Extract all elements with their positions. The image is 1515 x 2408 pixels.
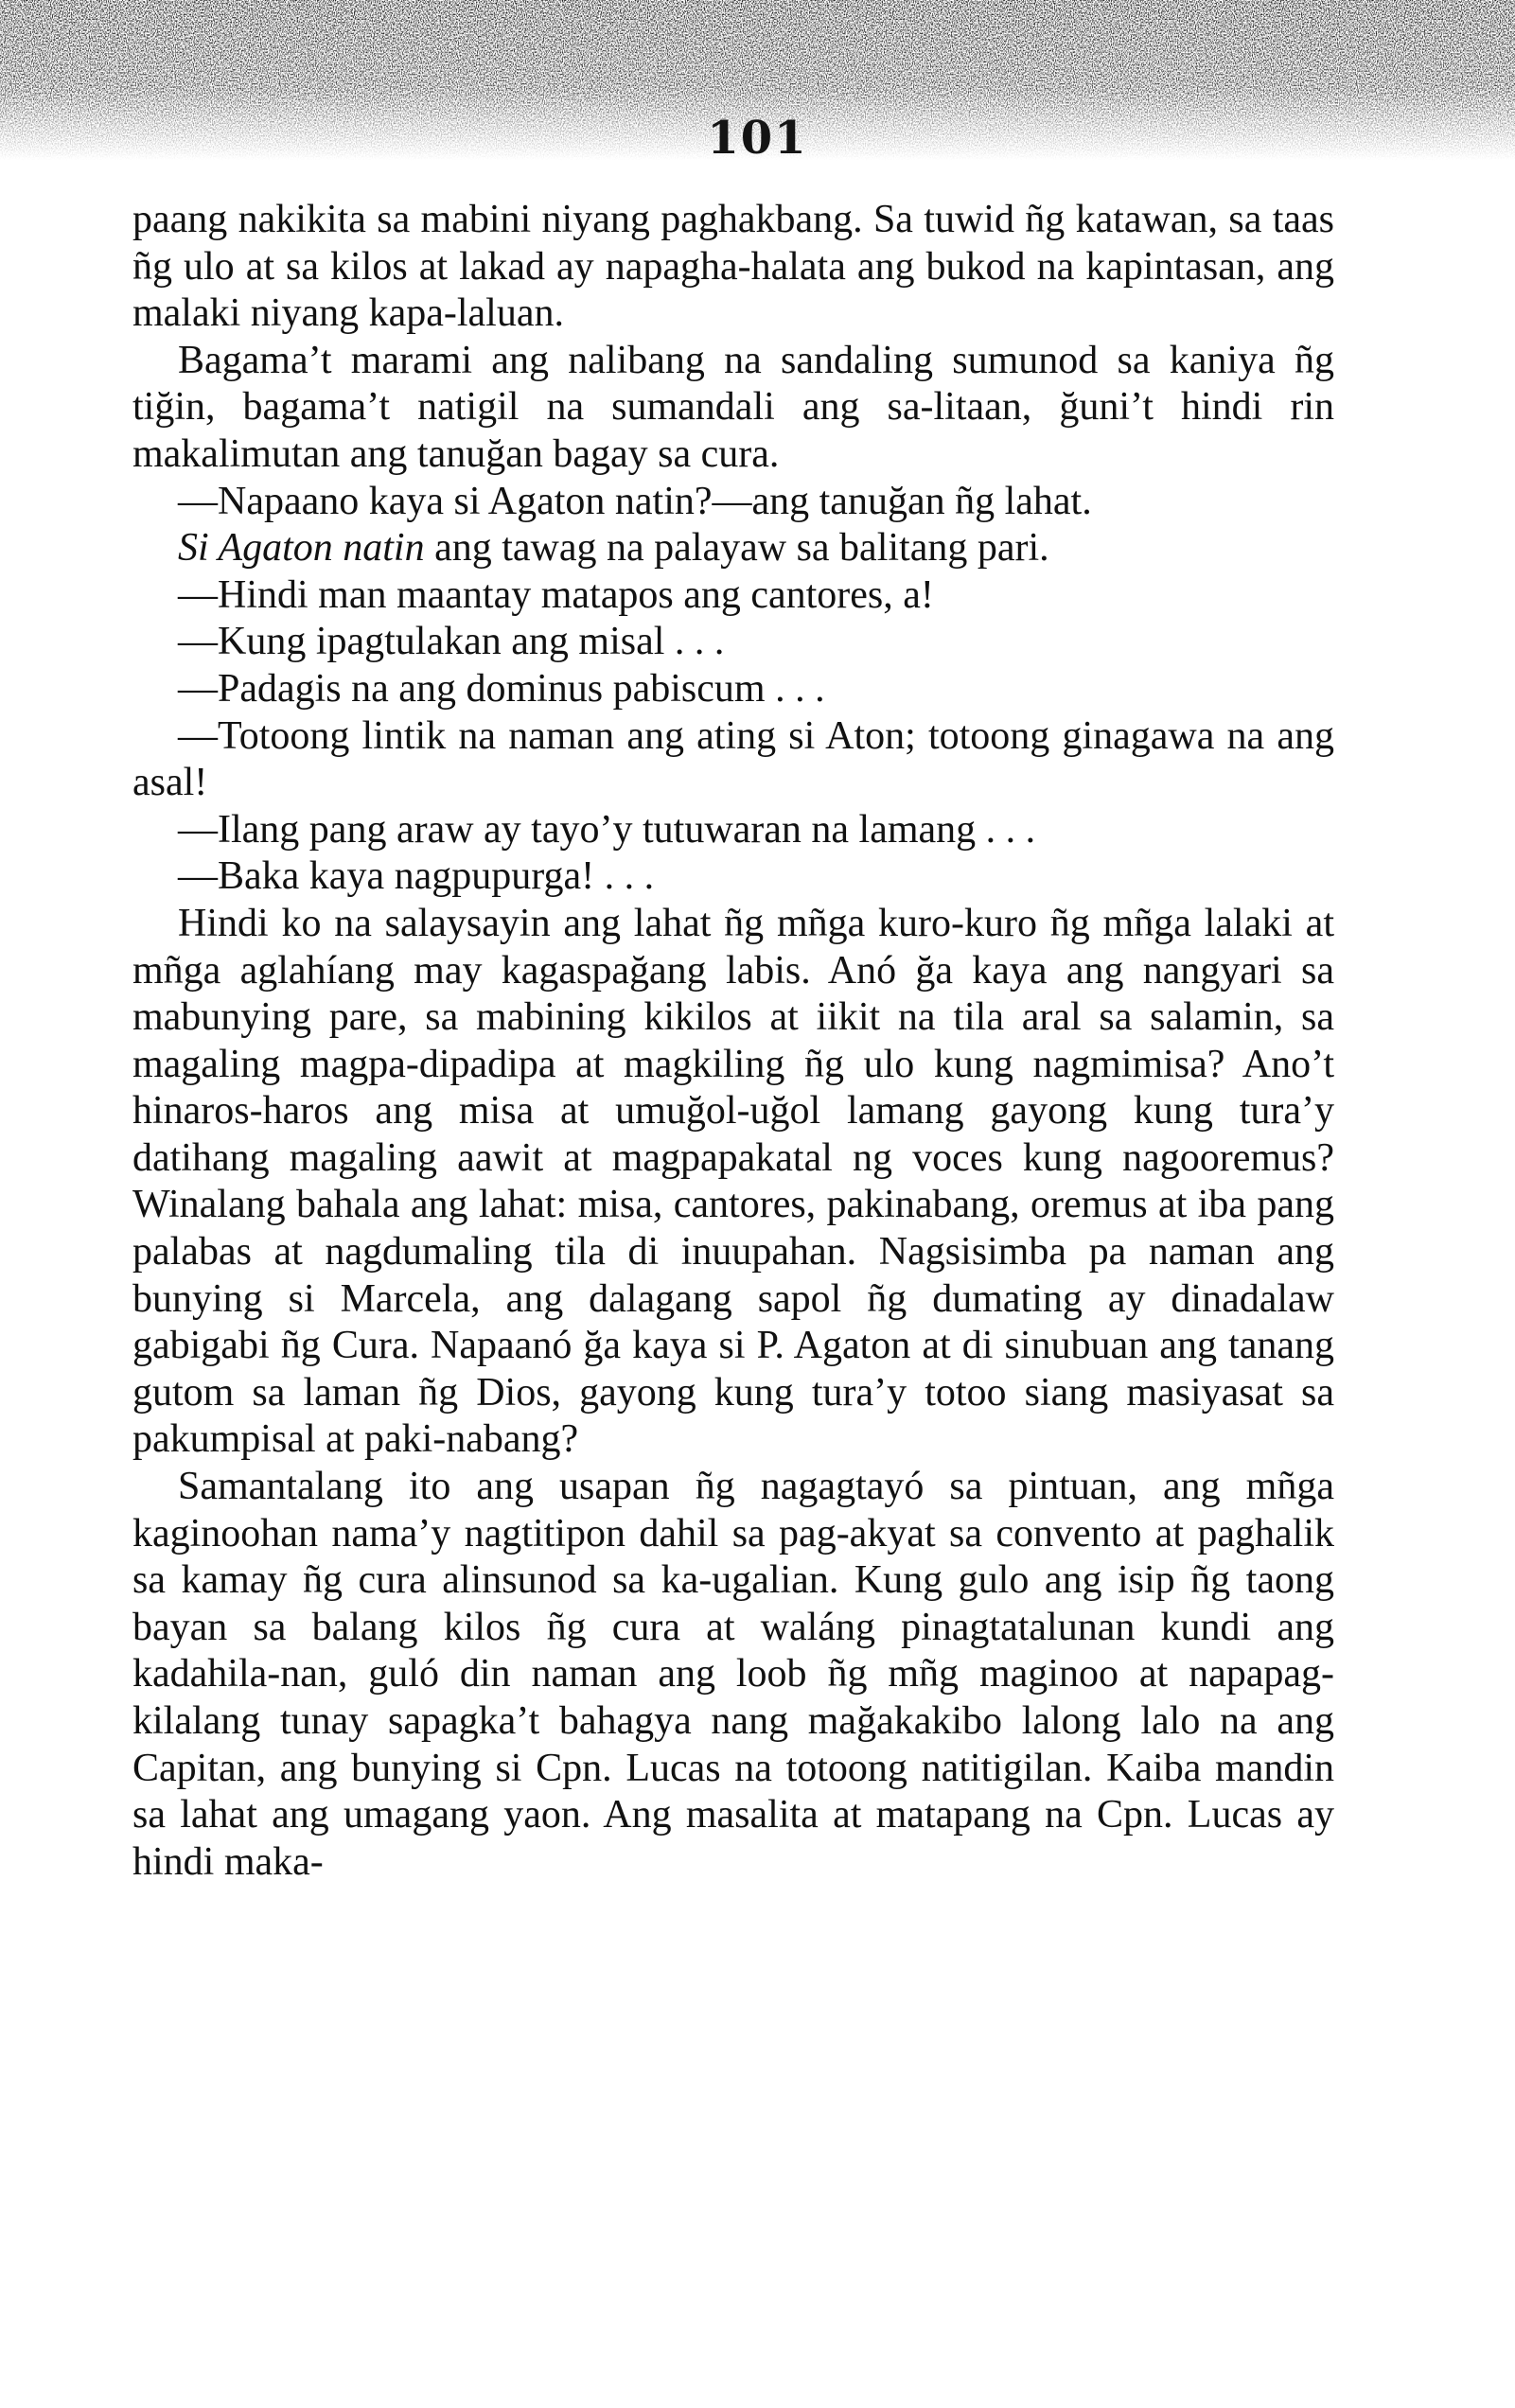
paragraph: Samantalang ito ang usapan ñg nagagtayó sa pintuan, ang mñga kaginoohan nama’y nagtitipon dahil sa pag-akyat sa convento at paghalik sa kamay ñg cura alinsunod sa ka-ugalian. Kung gulo ang isip ñg taong bayan sa balang kilos ñg cura at waláng pinagtatalunan kundi ang kadahila-nan, guló din naman ang loob ñg mñg maginoo at napapag-kilalang tunay sapagka’t bahagya nang mağakakibo lalong lalo na ang Capitan, ang bunying si Cpn. Lucas na totoong natitigilan. Kaiba mandin sa lahat ang umagang yaon. Ang masalita at matapang na Cpn. Lucas ay hindi maka- [132, 1465, 1334, 1884]
dialogue-line: —Napaano kaya si Agaton natin?—ang tanuğan ñg lahat. [178, 479, 1092, 523]
page-body-text [132, 197, 1334, 1886]
paragraph: Bagama’t marami ang nalibang na sandaling sumunod sa kaniya ñg tiğin, bagama’t natigil na sumandali ang sa-litaan, ğuni’t hindi rin makalimutan ang tanuğan bagay sa cura. [132, 338, 1334, 476]
dialogue-line: —Padagis na ang dominus pabiscum . . . [178, 666, 825, 711]
paragraph-continuation: paang nakikita sa mabini niyang paghakbang. Sa tuwid ñg katawan, sa taas ñg ulo at sa kilos at lakad ay napagha-halata ang bukod na kapintasan, ang malaki niyang kapa-laluan. [132, 198, 1334, 336]
paragraph: —Totoong lintik na naman ang ating si Aton; totoong ginagawa na ang asal! [132, 713, 1334, 805]
page-number: 101 [707, 112, 808, 165]
dialogue-line: —Kung ipagtulakan ang misal . . . [178, 620, 725, 664]
italic-phrase: Si Agaton natin [178, 526, 425, 571]
dialogue-line: —Ilang pang araw ay tayo’y tutuwaran na lamang . . . [178, 807, 1036, 852]
dialogue-line: —Hindi man maantay matapos ang cantores, a! [178, 572, 934, 617]
paragraph: Hindi ko na salaysayin ang lahat ñg mñga kuro-kuro ñg mñga lalaki at mñga aglahíang may kagaspağang labis. Anó ğa kaya ang nangyari sa mabunying pare, sa mabining kikilos at iikit na tila aral sa salamin, sa magaling magpa-dipadipa at magkiling ñg ulo kung nagmimisa? Ano’t hinaros-haros ang misa at umuğol-uğol lamang gayong kung tura’y datihang magaling aawit at magpapakatal ng voces kung nagooremus? Winalang bahala ang lahat: misa, cantores, pakinabang, oremus at iba pang palabas at nagdumaling tila di inuupahan. Nagsisimba pa naman ang bunying si Marcela, ang dalagang sapol ñg dumating ay dinadalaw gabigabi ñg Cura. Napaanó ğa kaya si P. Agaton at di sinubuan ang tanang gutom sa laman ñg Dios, gayong kung tura’y totoo siang masiyasat sa pakumpisal at paki-nabang? [132, 901, 1334, 1462]
paragraph [132, 525, 1334, 572]
paragraph-text: ang tawag na palayaw sa balitang pari. [424, 526, 1049, 571]
dialogue-line: —Baka kaya nagpupurga! . . . [178, 854, 655, 899]
